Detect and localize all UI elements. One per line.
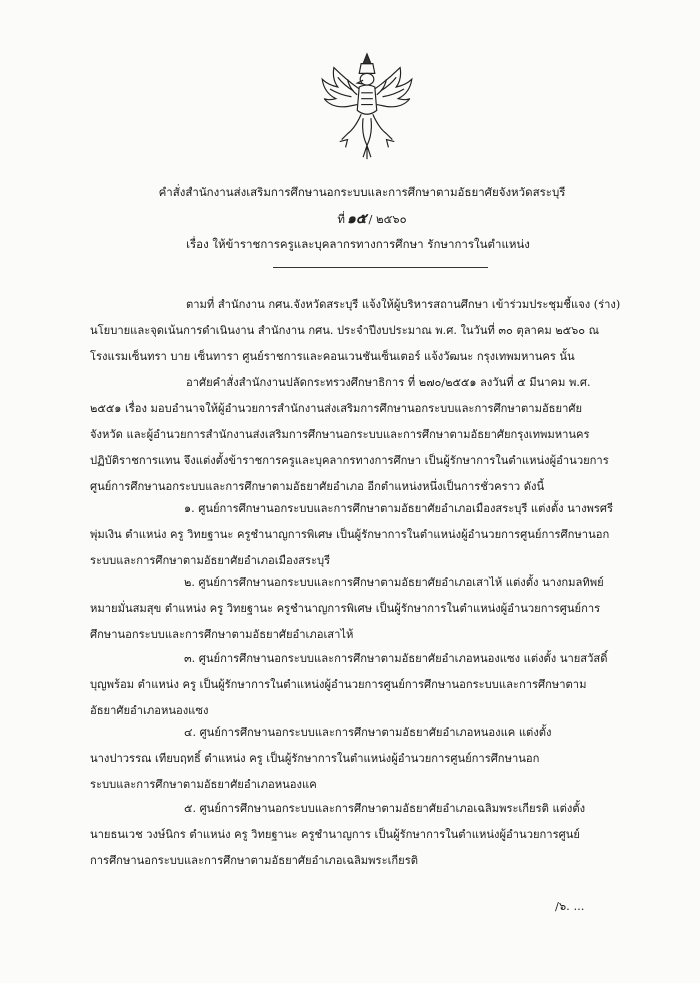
item-line: การศึกษานอกระบบและการศึกษาตามอัธยาศัยอำเภอเฉลิมพระเกียรติ — [90, 854, 419, 867]
order-prefix: ที่ — [337, 212, 345, 226]
item-line: พุ่มเงิน ตำแหน่ง ครู วิทยฐานะ ครูชำนาญการพิเศษ เป็นผู้รักษาการในตำแหน่งผู้อำนวยการศูนย์การศึกษานอก — [90, 528, 610, 541]
page-continuation: /๖. ... — [555, 899, 585, 913]
item-line: อัธยาศัยอำเภอหนองแซง — [90, 704, 209, 717]
item-line: ระบบและการศึกษาตามอัธยาศัยอำเภอหนองแค — [90, 778, 317, 791]
appointment-item — [90, 570, 650, 648]
item-line: หมายมั่นสมสุข ตำแหน่ง ครู วิทยฐานะ ครูชำนาญการพิเศษ เป็นผู้รักษาการในตำแหน่งผู้อำนวยการศูนย์การ — [90, 602, 601, 615]
garuda-emblem-icon — [318, 50, 416, 162]
item-line: ๒. ศูนย์การศึกษานอกระบบและการศึกษาตามอัธยาศัยอำเภอเสาไห้ แต่งตั้ง นางกมลทิพย์ — [184, 576, 604, 589]
order-year: / ๒๕๖๐ — [368, 212, 407, 226]
paragraph-line: ๒๕๕๑ เรื่อง มอบอำนาจให้ผู้อำนวยการสำนักงานส่งเสริมการศึกษานอกระบบและการศึกษาตามอัธยาศัย — [90, 402, 583, 415]
order-subject: เรื่อง ให้ข้าราชการครูและบุคลากรทางการศึกษา รักษาการในตำแหน่ง — [186, 237, 530, 251]
appointment-item — [90, 496, 650, 574]
paragraph-line: อาศัยคำสั่งสำนักงานปลัดกระทรวงศึกษาธิการ ที่ ๒๗๐/๒๕๕๑ ลงวันที่ ๕ มีนาคม พ.ศ. — [186, 376, 591, 389]
paragraph-line: จังหวัด และผู้อำนวยการสำนักงานส่งเสริมการศึกษานอกระบบและการศึกษาตามอัธยาศัยกรุงเทพมหานคร — [90, 428, 590, 441]
order-title: คำสั่งสำนักงานส่งเสริมการศึกษานอกระบบและการศึกษาตามอัธยาศัยจังหวัดสระบุรี — [158, 185, 566, 199]
header-divider — [273, 267, 488, 268]
paragraph-line: ศูนย์การศึกษานอกระบบและการศึกษาตามอัธยาศัยอำเภอ อีกตำแหน่งหนึ่งเป็นการชั่วคราว ดังนี้ — [90, 480, 545, 493]
appointment-item — [90, 720, 650, 798]
item-line: ๕. ศูนย์การศึกษานอกระบบและการศึกษาตามอัธยาศัยอำเภอเฉลิมพระเกียรติ แต่งตั้ง — [184, 802, 586, 815]
item-line: นางปาวรรณ เทียบฤทธิ์ ตำแหน่ง ครู เป็นผู้รักษาการในตำแหน่งผู้อำนวยการศูนย์การศึกษานอก — [90, 752, 540, 765]
paragraph-line: โรงแรมเซ็นทรา บาย เซ็นทารา ศูนย์ราชการและคอนเวนชันเซ็นเตอร์ แจ้งวัฒนะ กรุงเทพมหานคร นั้น — [90, 350, 575, 363]
paragraph-authority — [90, 370, 650, 500]
item-line: บุญพร้อม ตำแหน่ง ครู เป็นผู้รักษาการในตำแหน่งผู้อำนวยการศูนย์การศึกษานอกระบบและการศึกษาตาม — [90, 678, 587, 691]
appointment-item — [90, 646, 650, 724]
order-number: ๑๕ — [346, 211, 367, 227]
item-line: นายธนเวช วงษ์นิกร ตำแหน่ง ครู วิทยฐานะ ครูชำนาญการ เป็นผู้รักษาการในตำแหน่งผู้อำนวยการศูนย์ — [90, 828, 580, 841]
item-line: ศึกษานอกระบบและการศึกษาตามอัธยาศัยอำเภอเสาไห้ — [90, 628, 354, 641]
paragraph-background — [90, 292, 650, 370]
paragraph-line: ปฏิบัติราชการแทน จึงแต่งตั้งข้าราชการครูและบุคลากรทางการศึกษา เป็นผู้รักษาการในตำแหน่งผู้อำนวยการ — [90, 454, 609, 467]
order-number-line — [22, 208, 700, 230]
item-line: ๑. ศูนย์การศึกษานอกระบบและการศึกษาตามอัธยาศัยอำเภอเมืองสระบุรี แต่งตั้ง นางพรศรี — [184, 502, 614, 515]
item-line: ๔. ศูนย์การศึกษานอกระบบและการศึกษาตามอัธยาศัยอำเภอหนองแค แต่งตั้ง — [184, 726, 552, 739]
paragraph-line: ตามที่ สำนักงาน กศน.จังหวัดสระบุรี แจ้งให้ผู้บริหารสถานศึกษา เข้าร่วมประชุมชี้แจง (ร่าง) — [186, 298, 621, 311]
paragraph-line: นโยบายและจุดเน้นการดำเนินงาน สำนักงาน กศน. ประจำปีงบประมาณ พ.ศ. ในวันที่ ๓๐ ตุลาคม ๒๕๖๐ ณ — [90, 324, 599, 337]
item-line: ๓. ศูนย์การศึกษานอกระบบและการศึกษาตามอัธยาศัยอำเภอหนองแซง แต่งตั้ง นายสวัสดิ์ — [184, 652, 608, 665]
item-line: ระบบและการศึกษาตามอัธยาศัยอำเภอเมืองสระบุรี — [90, 554, 331, 567]
appointment-item — [90, 796, 650, 874]
